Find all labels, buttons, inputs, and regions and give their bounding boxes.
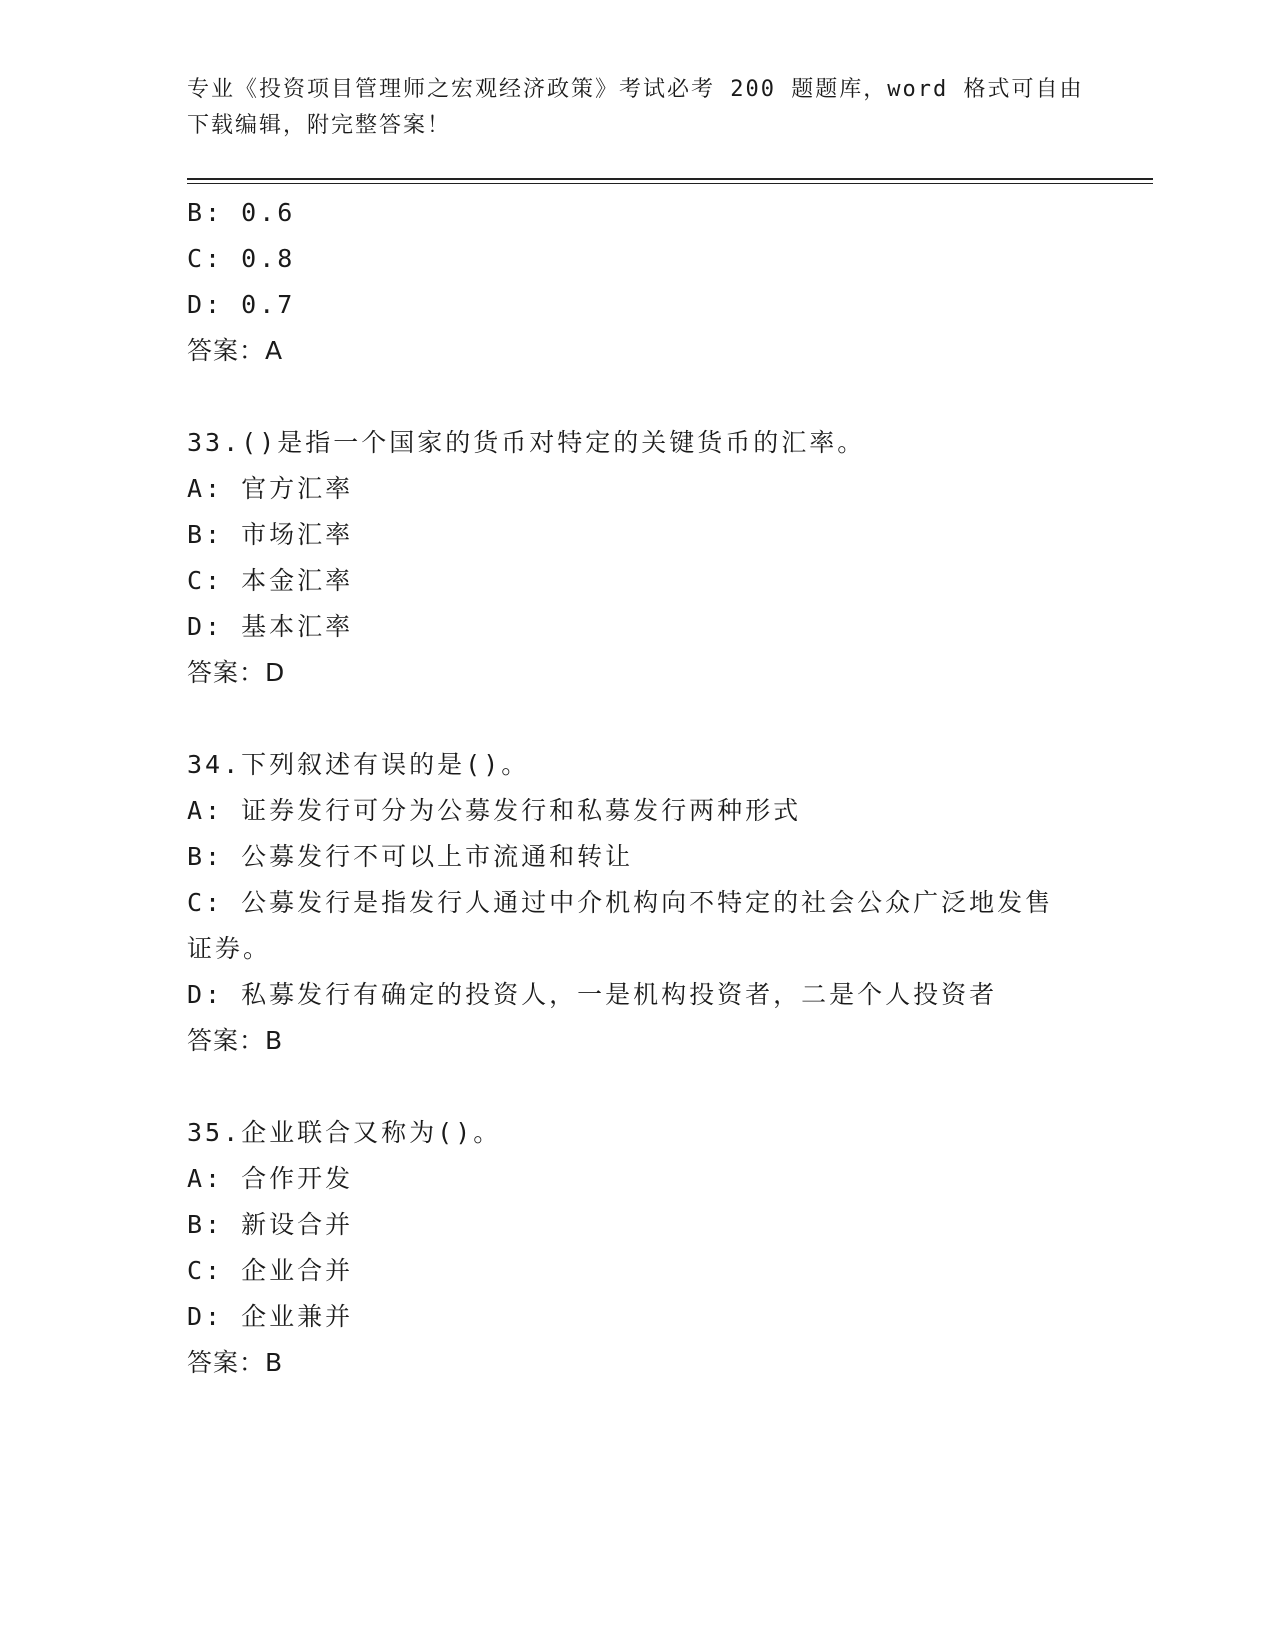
- answer: 答案：B: [187, 1026, 284, 1055]
- option-c-continued: 证券。: [187, 934, 272, 963]
- question-35: [187, 1110, 1087, 1386]
- option-d: D: 基本汇率: [187, 612, 354, 641]
- header-divider-thin: [187, 183, 1153, 184]
- option-c: C: 公募发行是指发行人通过中介机构向不特定的社会公众广泛地发售: [187, 888, 1054, 917]
- option-b: B: 0.6: [187, 198, 296, 227]
- question-stem: 33.()是指一个国家的货币对特定的关键货币的汇率。: [187, 428, 866, 457]
- option-b: B: 市场汇率: [187, 520, 354, 549]
- question-stem: 35.企业联合又称为()。: [187, 1118, 502, 1147]
- question-32-tail: [187, 190, 1087, 374]
- option-a: A: 官方汇率: [187, 474, 354, 503]
- answer: 答案：A: [187, 336, 284, 365]
- option-c: C: 0.8: [187, 244, 296, 273]
- question-stem: 34.下列叙述有误的是()。: [187, 750, 530, 779]
- option-b: B: 公募发行不可以上市流通和转让: [187, 842, 634, 871]
- header-line-1: 专业《投资项目管理师之宏观经济政策》考试必考 200 题题库，word 格式可自由: [187, 77, 1084, 102]
- question-list: [187, 190, 1087, 1386]
- option-d: D: 0.7: [187, 290, 296, 319]
- option-a: A: 合作开发: [187, 1164, 354, 1193]
- header-divider-thick: [187, 178, 1153, 180]
- question-33: [187, 420, 1087, 696]
- question-34: [187, 742, 1087, 1064]
- option-d: D: 私募发行有确定的投资人，一是机构投资者，二是个人投资者: [187, 980, 998, 1009]
- option-a: A: 证券发行可分为公募发行和私募发行两种形式: [187, 796, 802, 825]
- option-c: C: 企业合并: [187, 1256, 354, 1285]
- answer: 答案：B: [187, 1348, 284, 1377]
- document-header: [187, 72, 1087, 144]
- option-d: D: 企业兼并: [187, 1302, 354, 1331]
- answer: 答案：D: [187, 658, 286, 687]
- option-c: C: 本金汇率: [187, 566, 354, 595]
- option-b: B: 新设合并: [187, 1210, 354, 1239]
- header-line-2: 下载编辑，附完整答案！: [187, 113, 452, 138]
